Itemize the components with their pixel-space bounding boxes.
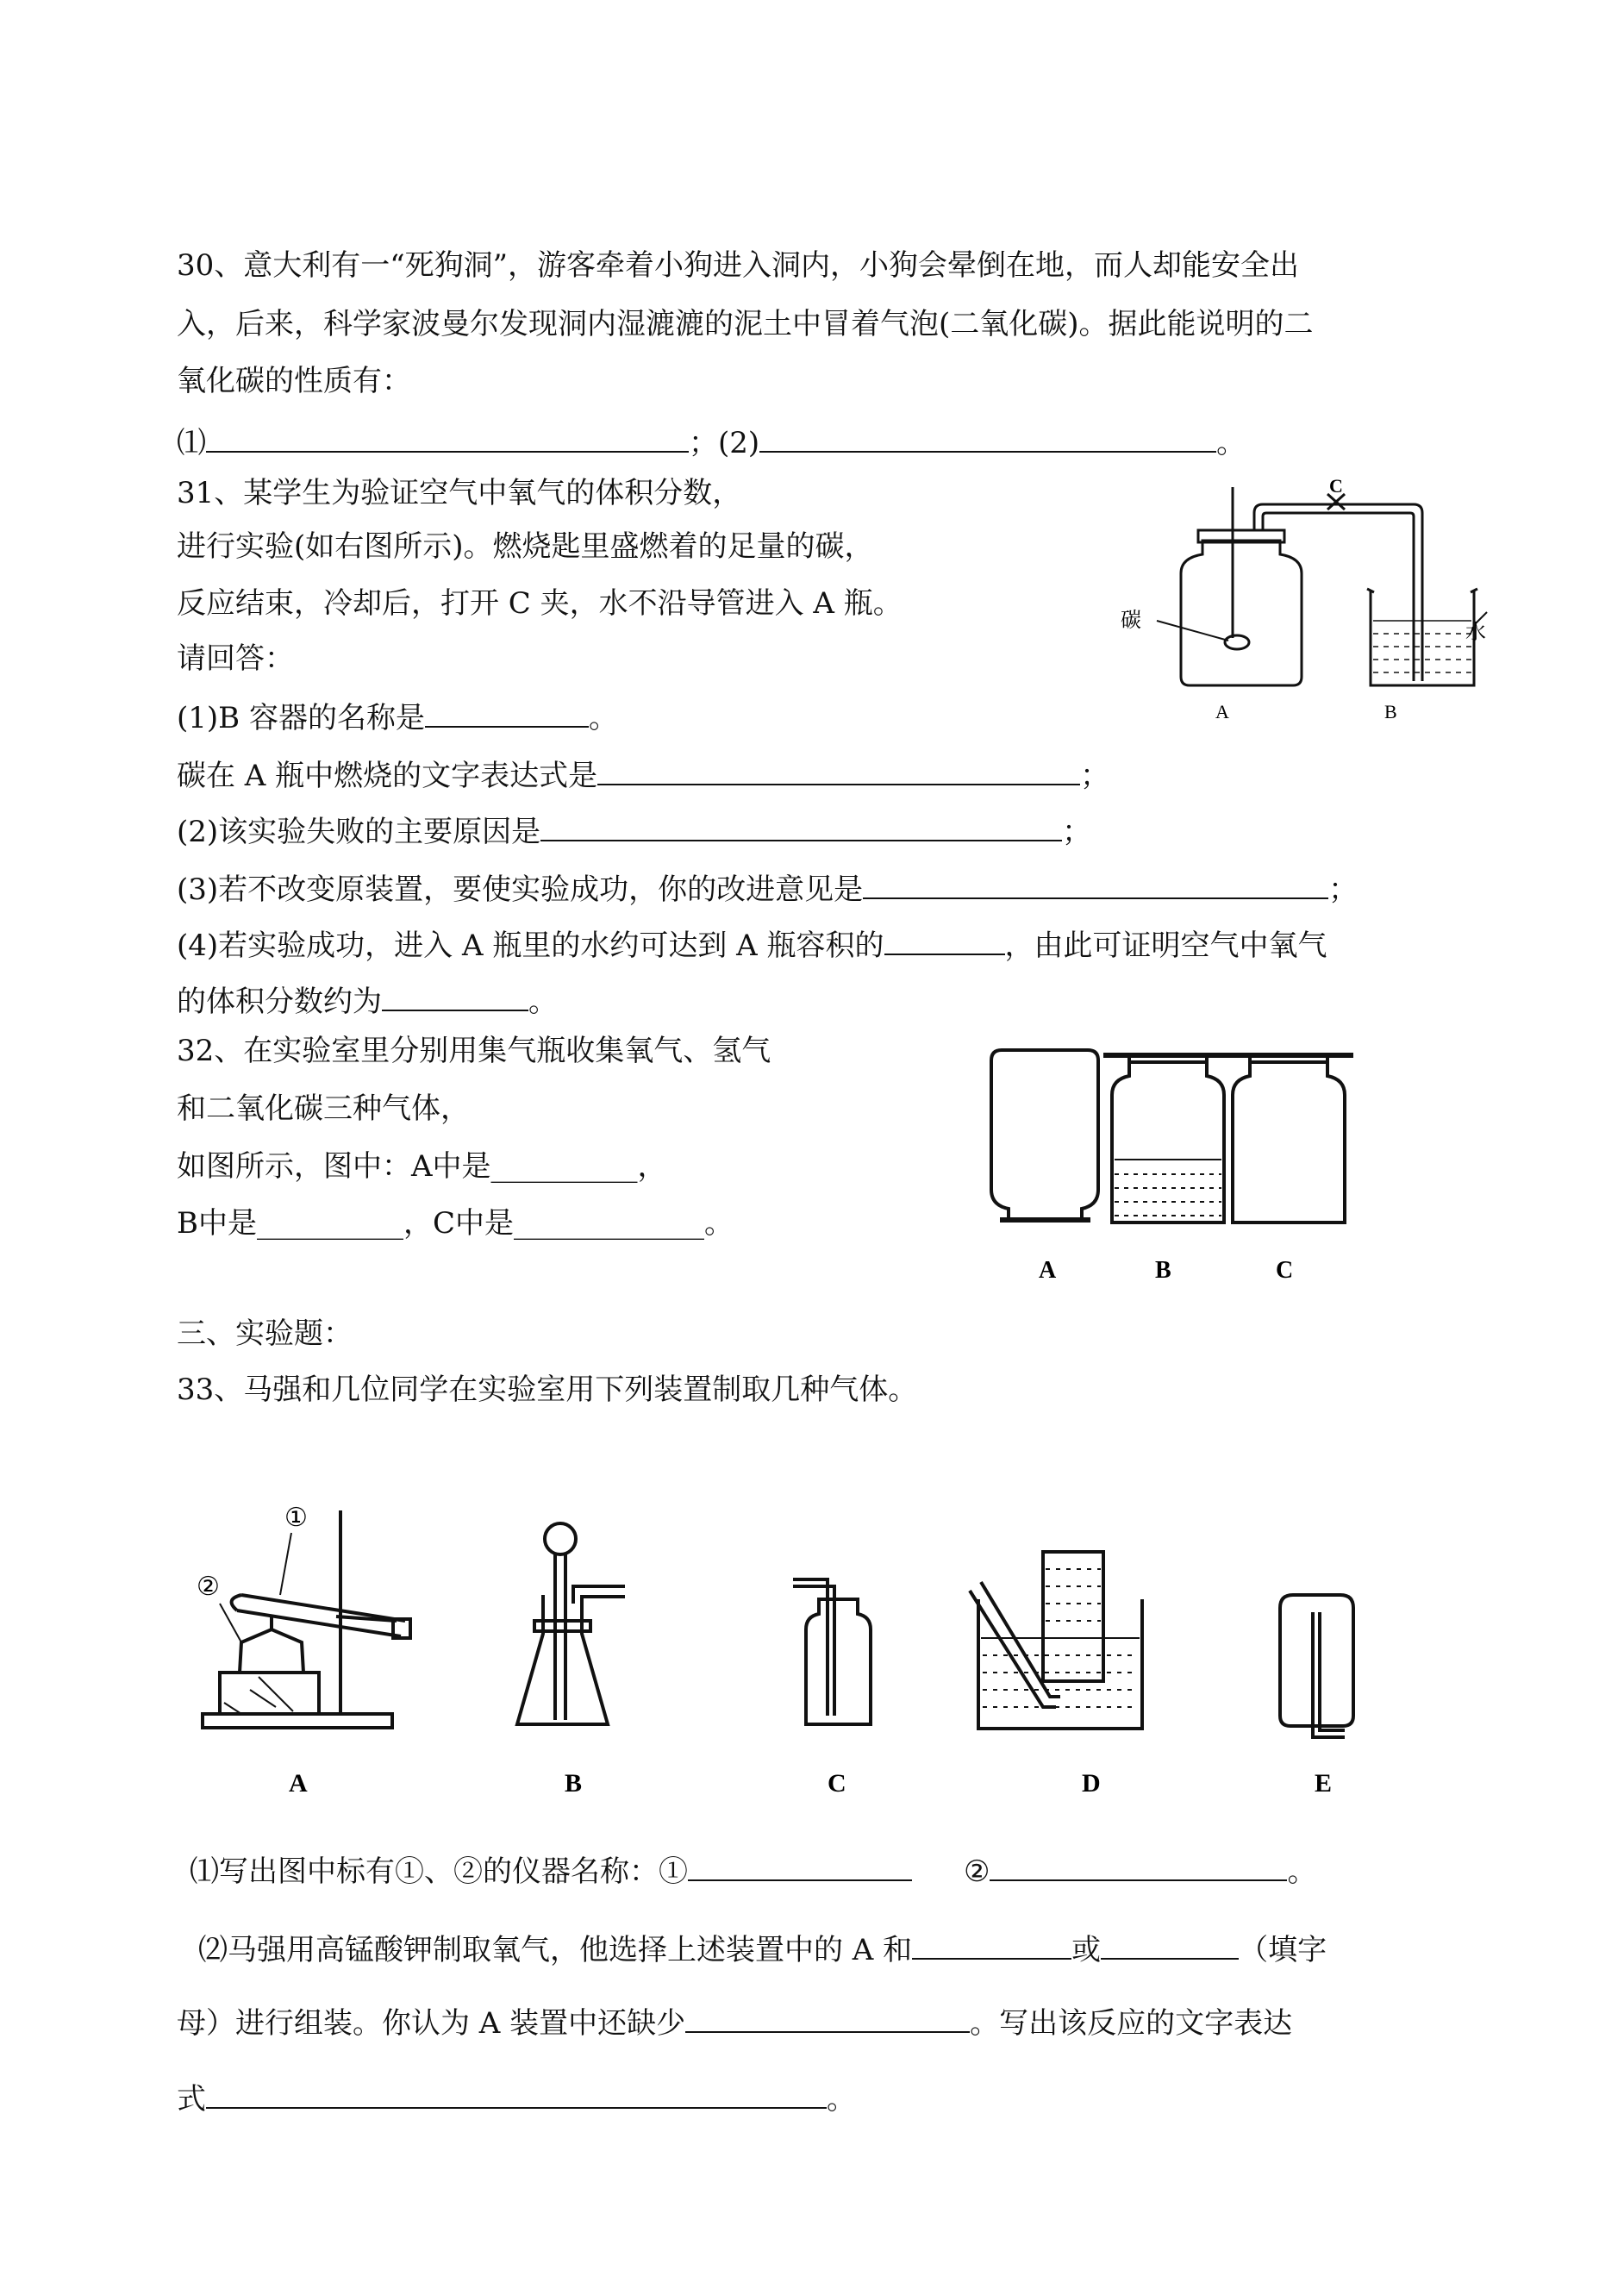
q32-line-4: B中是__________，C中是_____________。	[177, 1206, 734, 1241]
q31-part-4a: (4)若实验成功，进入 A 瓶里的水约可达到 A 瓶容积的 ，由此可证明空气中氧气	[177, 922, 1327, 965]
q33-apparatus-figure	[190, 1500, 1414, 1802]
q33-part-2c: 式 。	[177, 2076, 856, 2118]
q33-blank-6[interactable]	[206, 2076, 827, 2109]
q31-part-1a: (1)B 容器的名称是 。	[177, 695, 618, 737]
q32-line-3: 如图所示，图中：A中是__________，	[177, 1149, 667, 1184]
q31-line-4: 请回答：	[177, 641, 294, 676]
q31-fig-label-carbon: 碳	[1121, 610, 1141, 632]
q30-blank-1[interactable]	[206, 420, 689, 453]
q33-fig-circle-2: ②	[197, 1573, 220, 1601]
q31-line-1: 31、某学生为验证空气中氧气的体积分数，	[177, 476, 742, 510]
q33-fig-label-b: B	[565, 1769, 583, 1798]
q33-part-2a: ⑵马强用高锰酸钾制取氧气，他选择上述装置中的 A 和 或 （填字	[198, 1927, 1327, 1969]
q30-line-2: 入，后来，科学家波曼尔发现洞内湿漉漉的泥土中冒着气泡(二氧化碳)。据此能说明的二	[177, 307, 1314, 341]
q33-fig-circle-1: ①	[284, 1504, 308, 1532]
q30-label-1: ⑴	[177, 426, 206, 460]
q31-apparatus-figure	[1112, 478, 1491, 729]
q30-blank-2[interactable]	[759, 420, 1216, 453]
q33-blank-5[interactable]	[685, 2000, 970, 2033]
q31-blank-6[interactable]	[382, 979, 528, 1011]
q30-sep: ；(2)	[689, 426, 760, 460]
q33-fig-label-c: C	[828, 1769, 846, 1798]
q33-blank-1[interactable]	[688, 1848, 912, 1881]
q33-intro: 33、马强和几位同学在实验室用下列装置制取几种气体。	[177, 1373, 918, 1407]
q31-blank-5[interactable]	[884, 922, 1005, 955]
q32-gas-jars-figure	[974, 1043, 1353, 1293]
q33-part-2b: 母）进行组装。你认为 A 装置中还缺少 。写出该反应的文字表达	[177, 2000, 1292, 2042]
q31-blank-2[interactable]	[597, 753, 1080, 785]
q31-fig-label-b: B	[1384, 701, 1397, 722]
q33-fig-label-e: E	[1315, 1769, 1333, 1798]
q30-answer-line: ⑴ ；(2) 。	[177, 420, 1246, 462]
q31-fig-label-c: C	[1329, 478, 1343, 497]
q31-part-2: (2)该实验失败的主要原因是 ；	[177, 809, 1091, 851]
q31-blank-3[interactable]	[540, 809, 1062, 841]
q31-line-3: 反应结束，冷却后，打开 C 夹，水不沿导管进入 A 瓶。	[177, 586, 903, 621]
q32-fig-label-a: A	[1039, 1257, 1057, 1284]
q31-part-3: (3)若不改变原装置，要使实验成功，你的改进意见是 ；	[177, 866, 1358, 909]
q32-line-1: 32、在实验室里分别用集气瓶收集氧气、氢气	[177, 1034, 771, 1068]
q31-blank-4[interactable]	[863, 866, 1328, 899]
q31-fig-label-a: A	[1215, 701, 1229, 722]
section-3-title: 三、实验题：	[177, 1316, 353, 1351]
q33-blank-3[interactable]	[912, 1927, 1071, 1960]
q33-part-1: ⑴写出图中标有①、②的仪器名称：① ② 。	[190, 1848, 1316, 1891]
q32-line-2: 和二氧化碳三种气体，	[177, 1091, 470, 1126]
q30-line-3: 氧化碳的性质有：	[177, 364, 411, 398]
q31-fig-label-water: 水	[1465, 622, 1486, 644]
q33-blank-2[interactable]	[990, 1848, 1287, 1881]
q31-blank-1[interactable]	[425, 695, 589, 728]
q33-blank-4[interactable]	[1101, 1927, 1239, 1960]
q30-line-1: 30、意大利有一“死狗洞”，游客牵着小狗进入洞内，小狗会晕倒在地，而人却能安全出	[177, 248, 1300, 283]
q33-fig-label-a: A	[289, 1769, 308, 1798]
q31-part-1b: 碳在 A 瓶中燃烧的文字表达式是 ；	[177, 753, 1109, 795]
q33-fig-label-d: D	[1082, 1769, 1101, 1798]
q31-line-2: 进行实验(如右图所示)。燃烧匙里盛燃着的足量的碳，	[177, 529, 874, 564]
q32-fig-label-b: B	[1155, 1257, 1171, 1284]
q31-part-4b: 的体积分数约为 。	[177, 979, 558, 1021]
q32-fig-label-c: C	[1276, 1257, 1294, 1284]
